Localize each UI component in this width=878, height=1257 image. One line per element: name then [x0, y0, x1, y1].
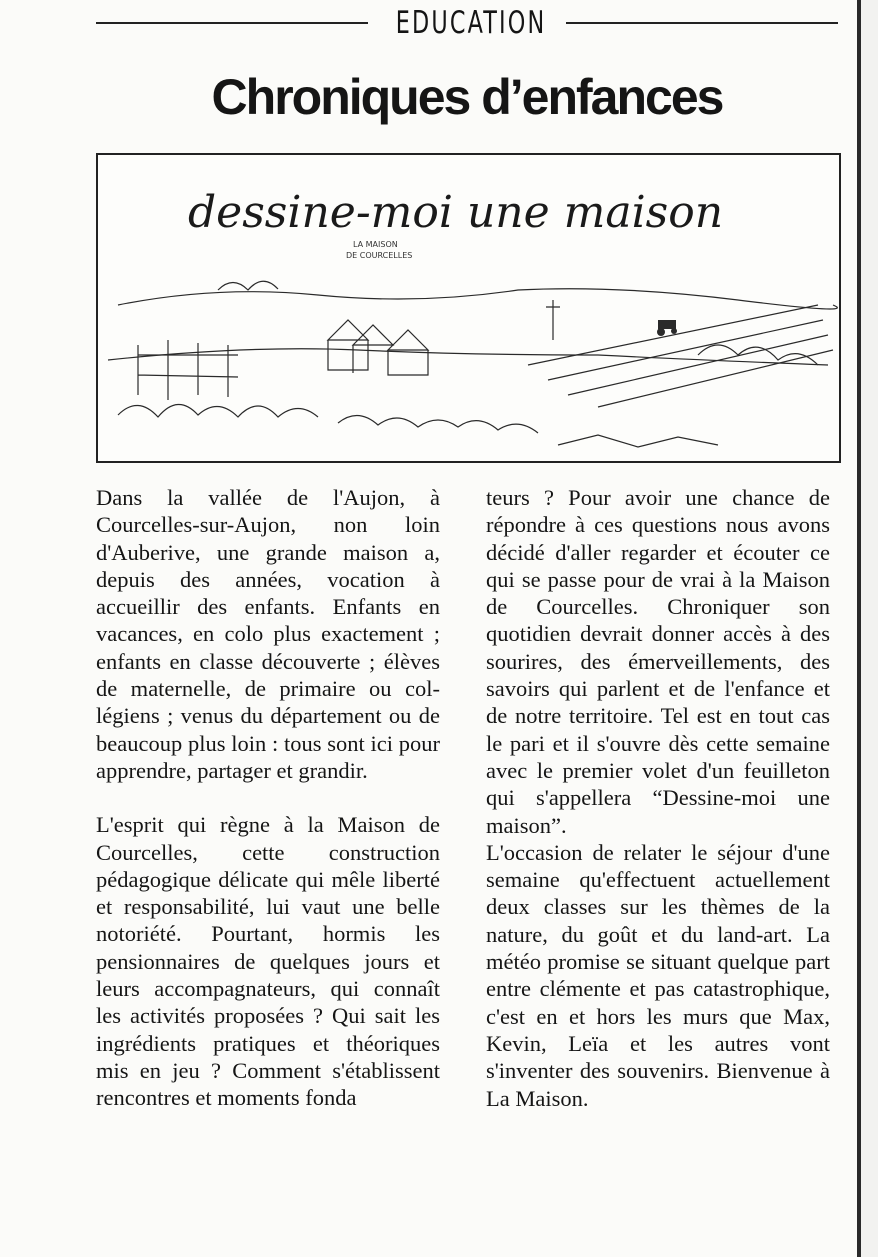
scan-margin	[861, 0, 878, 1257]
section-header	[96, 4, 838, 42]
header-rule-right	[566, 22, 838, 24]
article-paragraph: L'esprit qui règne à la Maison de Courcelles, cette construction pédagogique délicate qui mêle liberté et responsabilité, lui vaut une belle notoriété. Pourtant, hormis les pensionnaires de quelques jours et leurs accompagnateurs, qui connaît les activités proposées ? Qui sait les ingrédients pratiques et théoriques mis en jeu ? Comment s'établissent rencontres et moments fonda	[96, 812, 440, 1111]
landscape-lines	[108, 281, 837, 447]
article-paragraph: L'occasion de relater le séjour d'une semaine qu'effectuent actuellement deux classes sur les thèmes de la nature, du goût et du land-art. La météo promise se situant quelque part entre clémente et pas catastrophique, c'est en et hors les murs que Max, Kevin, Leïa et les autres vont s'inventer des souvenirs. Bienvenue à La Maison.	[486, 839, 830, 1111]
handwritten-title: dessine-moi une maison	[188, 187, 724, 238]
drawing-caption-1: LA MAISON	[353, 240, 398, 249]
section-kicker: EDUCATION	[395, 5, 547, 41]
article-paragraph: teurs ? Pour avoir une chance de répondre à ces questions nous avons décidé d'aller regarder et écouter ce qui se passe pour de vrai à la Maison de Courcelles. Chroniquer son quotidien devrait donner accès à des sourires, des émerveillements, des savoirs qui parlent et de l'enfance et de notre territoire. Tel est en tout cas le pari et il s'ouvre dès cette semaine avec le premier volet d'un feuilleton qui s'appellera “Dessine-moi une maison”.	[486, 485, 830, 838]
article-paragraph: Dans la vallée de l'Aujon, à Courcelles-sur-Aujon, non loin d'Auberive, une grande maison a, depuis des années, vocation à accueillir des enfants. Enfants en vacances, en colo plus exactement ; enfants en classe découverte ; élèves de maternelle, de primaire ou collégiens ; venus du département ou de beaucoup plus loin : tous sont ici pour apprendre, partager et grandir.	[96, 485, 440, 783]
landscape-drawing	[98, 155, 839, 461]
drawing-caption-2: DE COURCELLES	[346, 251, 413, 260]
header-rule-left	[96, 22, 368, 24]
headline: Chroniques d’enfances	[211, 69, 723, 125]
illustration	[96, 153, 841, 463]
article-column-1	[96, 484, 440, 1112]
tractor	[657, 320, 677, 336]
article-column-2	[486, 484, 830, 1112]
paragraph-gap	[96, 784, 440, 811]
